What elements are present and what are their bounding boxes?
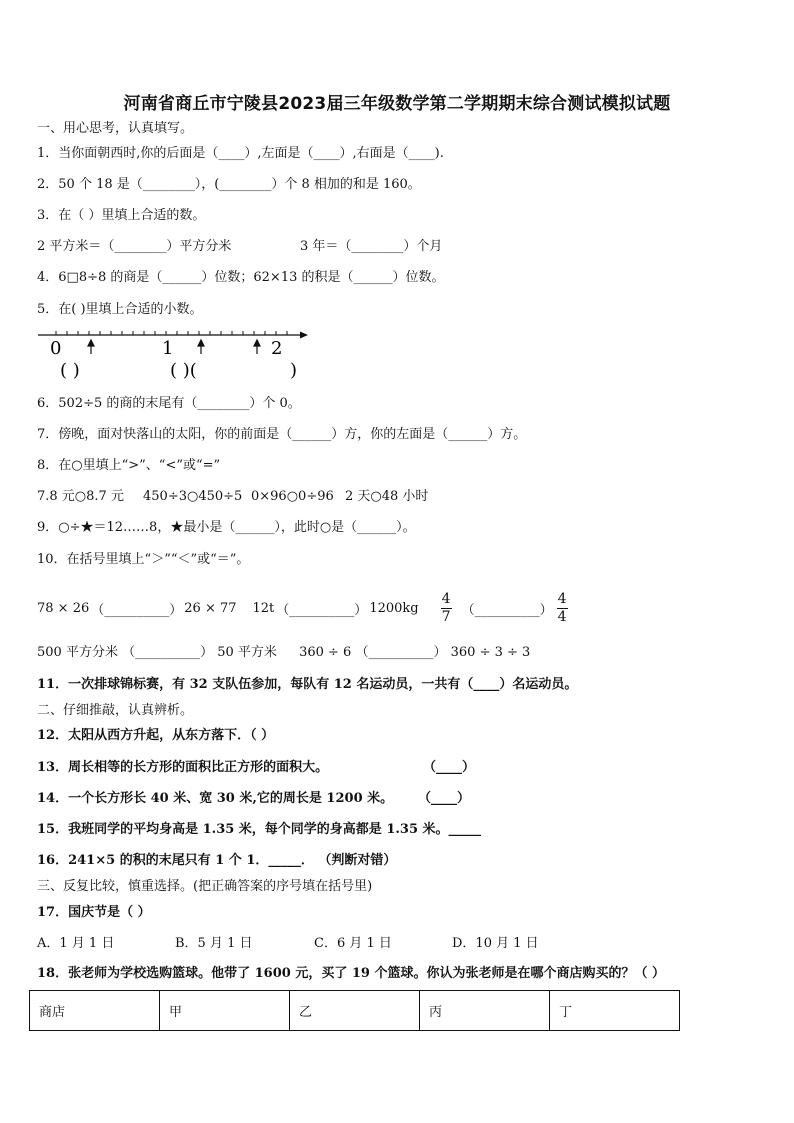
numberline-label-0: 0	[50, 338, 62, 359]
numberline-blank-2: ( )(	[170, 360, 197, 381]
question-14: 14．一个长方形长 40 米、宽 30 米,它的周长是 1200 米。	[37, 791, 394, 806]
question-10: 10．在括号里填上“＞”“＜”或“＝”。	[37, 552, 250, 567]
q10-expr-f: 50 平方米	[217, 645, 277, 660]
numberline-arrows	[88, 340, 260, 354]
question-1: 1．当你面朝西时,你的后面是（____）,左面是（____）,右面是（____).	[37, 146, 444, 161]
table-row	[30, 991, 680, 1031]
q10-expr-g: 360 ÷ 6	[299, 645, 352, 660]
question-17-option-d: D．10 月 1 日	[452, 936, 539, 951]
question-17-option-a: A．1 月 1 日	[37, 936, 115, 951]
table-cell-store-c: 丙	[420, 991, 550, 1031]
question-2: 2．50 个 18 是（________），(________）个 8 相加的和是 160。	[37, 177, 421, 192]
question-10-row-1	[37, 588, 568, 628]
q10-blank-a: （__________）	[91, 602, 183, 618]
question-5: 5．在( )里填上合适的小数。	[37, 302, 203, 317]
question-8d: 2 天○48 小时	[345, 489, 429, 504]
question-17-option-b: B．5 月 1 日	[175, 936, 253, 951]
q10-expr-h: 360 ÷ 3 ÷ 3	[450, 645, 531, 660]
question-8b: 450÷3○450÷5	[143, 489, 243, 504]
question-3a: 2 平方米＝（________）平方分米	[37, 239, 232, 254]
question-4: 4．6□8÷8 的商是（______）位数；62×13 的积是（______）位数。	[37, 270, 445, 285]
number-line	[36, 326, 316, 386]
question-8: 8．在○里填上“>”、“<”或“=”	[37, 458, 221, 473]
question-14-blank: （____）	[418, 791, 471, 806]
fraction-numerator: 4	[557, 590, 567, 607]
table-cell-store-a: 甲	[160, 991, 290, 1031]
section-1-heading: 一、用心思考，认真填写。	[37, 121, 194, 136]
section-2-heading: 二、仔细推敲，认真辨析。	[37, 703, 194, 718]
question-7: 7．傍晚，面对快落山的太阳，你的前面是（______）方，你的左面是（______）方。	[37, 427, 527, 442]
table-cell-store-b: 乙	[290, 991, 420, 1031]
question-6: 6．502÷5 的商的末尾有（________）个 0。	[37, 396, 301, 411]
question-17-option-c: C．6 月 1 日	[314, 936, 392, 951]
question-15: 15．我班同学的平均身高是 1.35 米，每个同学的身高都是 1.35 米。_____	[37, 822, 482, 837]
question-3b: 3 年＝（________）个月	[300, 239, 443, 254]
question-8c: 0×96○0÷96	[251, 489, 334, 504]
store-table	[29, 990, 680, 1031]
q10-expr-b: 26 × 77	[184, 600, 237, 616]
question-13: 13．周长相等的长方形的面积比正方形的面积大。	[37, 760, 329, 775]
q10-expr-a: 78 × 26	[37, 600, 90, 616]
question-10-row-2	[37, 645, 530, 661]
fraction-denominator: 4	[557, 608, 567, 625]
section-3-heading: 三、反复比较，慎重选择。(把正确答案的序号填在括号里)	[37, 879, 373, 894]
question-16: 16．241×5 的积的末尾只有 1 个 1．_____． （判断对错）	[37, 853, 397, 868]
q10-blank-g: （__________）	[355, 645, 447, 660]
table-cell-store-d: 丁	[550, 991, 680, 1031]
q10-expr-e: 500 平方分米	[37, 645, 118, 660]
q10-blank-f: （__________）	[461, 602, 553, 618]
q10-blank-c: （__________）	[276, 602, 368, 618]
question-9: 9．○÷★＝12……8，★最小是（______），此时○是（______）。	[37, 520, 416, 535]
question-8a: 7.8 元○8.7 元	[37, 489, 124, 504]
question-3: 3．在（ ）里填上合适的数。	[37, 208, 206, 223]
q10-fraction-4-4	[557, 591, 568, 626]
question-17: 17．国庆节是（ ）	[37, 905, 151, 920]
page-title: 河南省商丘市宁陵县2023届三年级数学第二学期期末综合测试模拟试题	[123, 94, 671, 114]
question-18: 18．张老师为学校选购篮球。他带了 1600 元，买了 19 个篮球。你认为张老师是在哪个商店购买的？（ ）	[37, 966, 665, 981]
question-12: 12．太阳从西方升起，从东方落下．（ ）	[37, 728, 275, 743]
q10-expr-c: 12t	[252, 600, 275, 616]
numberline-blank-1: ( )	[60, 360, 80, 381]
q10-expr-d: 1200kg	[369, 600, 419, 616]
fraction-denominator: 7	[441, 608, 451, 625]
numberline-label-2: 2	[271, 338, 283, 359]
table-cell-header: 商店	[30, 991, 160, 1031]
q10-blank-e: （__________）	[122, 645, 214, 660]
numberline-blank-3: )	[290, 360, 298, 381]
question-13-blank: （____）	[423, 760, 476, 775]
q10-fraction-4-7	[441, 591, 452, 626]
question-11: 11．一次排球锦标赛，有 32 支队伍参加，每队有 12 名运动员，一共有（____）名运动员。	[37, 677, 578, 692]
numberline-label-1: 1	[162, 338, 174, 359]
fraction-numerator: 4	[441, 590, 451, 607]
